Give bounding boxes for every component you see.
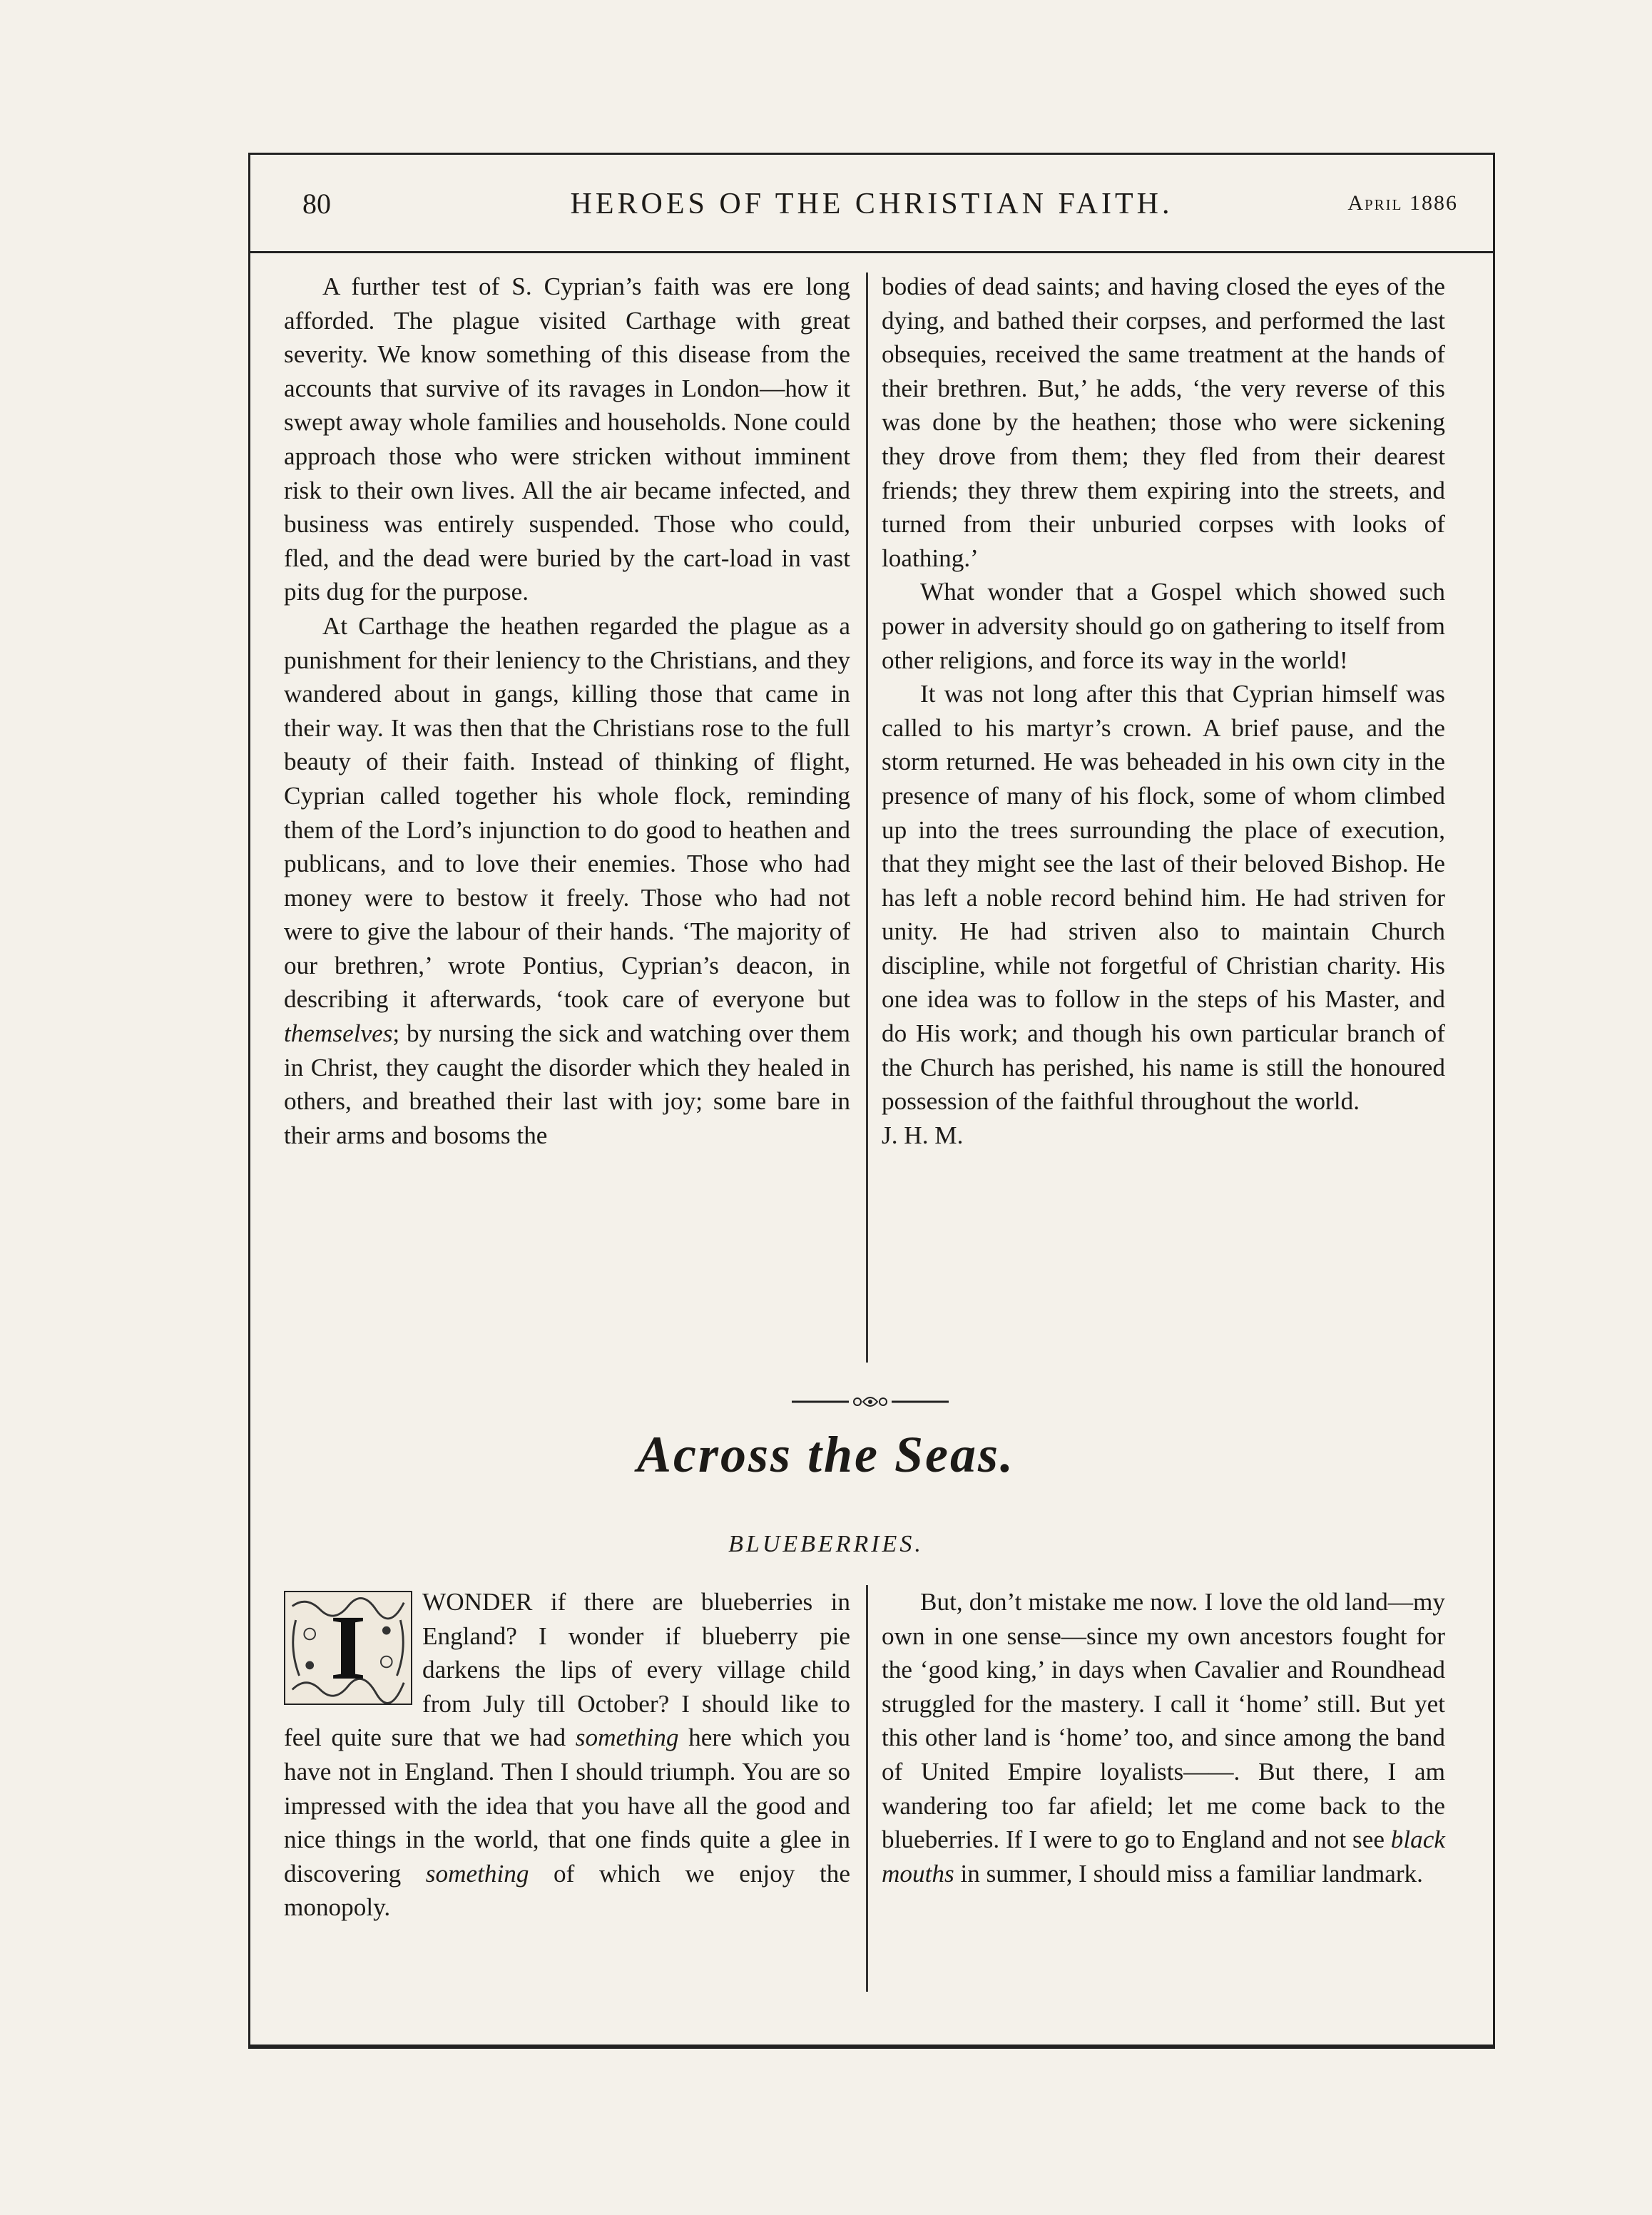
paragraph: bodies of dead saints; and having closed the eyes of the dying, and bathed their corpses, and performed the last obsequies, received the same treatment at the hands of their brethren. But,’ he adds, ‘the very reverse of this was done by the heathen; those who were sickening they drove from them; they fled from their dearest friends; they threw them expiring into the streets, and turned from their unburied corpses with looks of loathing.’ <box>882 273 1445 572</box>
article2-right-column <box>882 1585 1445 1890</box>
paragraph: It was not long after this that Cyprian himself was called to his martyr’s crown. A brief pause, and the storm returned. He was beheaded in his own city in the presence of many of his flock, some of whom climbed up into the trees surrounding the place of execution, that they might see the last of their beloved Bishop. He has left a noble record behind him. He had striven for unity. He had striven also to maintain Church discipline, while not forgetful of Christian charity. His one idea was to follow in the steps of his Master, and do His work; and though his own particular branch of the Church has perished, his name is still the honoured possession of the faithful throughout the world.J. H. M. <box>882 680 1445 1149</box>
italic-word: something <box>575 1723 679 1752</box>
italic-word: themselves <box>284 1019 393 1048</box>
paragraph: What wonder that a Gospel which showed such power in adversity should go on gathering to itself from other religions, and force its way in the world! <box>882 578 1445 674</box>
paragraph: I WONDER if there are blueberries in England? I wonder if blueberry pie darkens the lips of every village child from July till October? I should like to feel quite sure that we had something here which you have not in England. Then I should triumph. You are so impressed with the idea that you have all the good and nice things in the world, that one finds quite a glee in discovering something of which we enjoy the monopoly. <box>284 1588 850 1922</box>
article1-right-column <box>882 270 1445 1152</box>
article-subtitle: BLUEBERRIES. <box>728 1531 924 1557</box>
decorated-initial: I <box>284 1591 412 1705</box>
signature: J. H. M. <box>882 1121 964 1149</box>
article1-left-column <box>284 270 850 1152</box>
ornament-divider <box>792 1391 949 1412</box>
italic-word: something <box>425 1859 529 1888</box>
header-rule <box>248 251 1495 253</box>
column-divider <box>866 1585 868 1992</box>
paragraph: A further test of S. Cyprian’s faith was ere long afforded. The plague visited Carthage with great severity. We know something of this disease from the accounts that survive of its ravages in London—how it swept away whole families and households. None could approach those who were stricken without imminent risk to their own lives. All the air became infected, and business was entirely suspended. Those who could, fled, and the dead were buried by the cart-load in vast pits dug for the purpose. <box>284 273 850 606</box>
paragraph: But, don’t mistake me now. I love the old land—my own in one sense—since my own ancestors fought for the ‘good king,’ in days when Cavalier and Roundhead struggled for the mastery. I call it ‘home’ still. But yet this other land is ‘home’ too, and since among the band of United Empire loyalists——. But there, I am wandering too far afield; let me come back to the blueberries. If I were to go to England and not see black mouths in summer, I should miss a familiar landmark. <box>882 1588 1445 1888</box>
running-head <box>248 187 1495 230</box>
column-divider <box>866 273 868 1363</box>
italic-word: black mouths <box>882 1826 1445 1888</box>
article-title: Across the Seas. <box>636 1426 1016 1483</box>
article2-left-column <box>284 1585 850 1925</box>
page-number: 80 <box>302 188 331 220</box>
running-title: HEROES OF THE CHRISTIAN FAITH. <box>570 188 1173 220</box>
bottom-rule <box>248 2045 1495 2047</box>
paragraph: At Carthage the heathen regarded the plague as a punishment for their leniency to the Christians, and they wandered about in gangs, killing those that came in their way. It was then that the Christians rose to the full beauty of their faith. Instead of thinking of flight, Cyprian called together his whole flock, reminding them of the Lord’s injunction to do good to heathen and publicans, and to love their enemies. Those who had money were to bestow it freely. Those who had not were to give the labour of their hands. ‘The majority of our brethren,’ wrote Pontius, Cyprian’s deacon, in describing it afterwards, ‘took care of everyone but themselves; by nursing the sick and watching over them in Christ, they caught the disorder which they healed in others, and breathed their last with joy; some bare in their arms and bosoms the <box>284 611 850 1149</box>
issue-date: April 1886 <box>1347 191 1458 215</box>
